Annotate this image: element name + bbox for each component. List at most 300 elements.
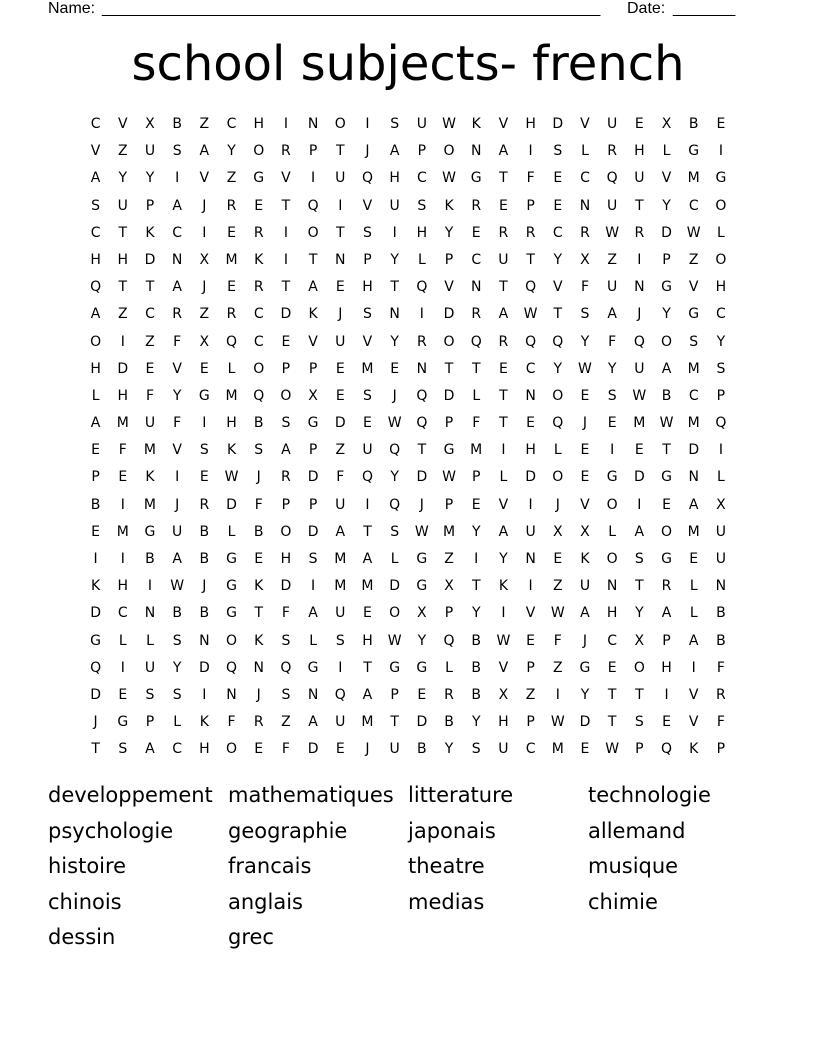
grid-letter: W xyxy=(550,714,565,731)
grid-letter: L xyxy=(309,632,317,649)
grid-letter: S xyxy=(145,686,155,703)
grid-letter: L xyxy=(553,442,562,459)
grid-letter: Q xyxy=(334,686,346,703)
grid-letter: G xyxy=(715,170,727,187)
grid-row xyxy=(82,630,736,657)
grid-letter: S xyxy=(363,224,372,241)
word-list-item: geographie xyxy=(228,818,348,843)
grid-letter: A xyxy=(498,523,509,540)
grid-letter: V xyxy=(172,360,182,377)
grid-letter: J xyxy=(93,714,98,731)
grid-letter: H xyxy=(226,415,237,432)
grid-letter: A xyxy=(281,442,291,459)
grid-letter: I xyxy=(175,469,180,486)
grid-row xyxy=(82,412,736,439)
grid-letter: Z xyxy=(199,116,210,132)
grid-letter: G xyxy=(198,387,210,404)
grid-letter: U xyxy=(607,197,618,214)
grid-letter: C xyxy=(716,306,726,323)
grid-letter: P xyxy=(363,251,372,268)
grid-letter: I xyxy=(637,496,642,513)
grid-letter: I xyxy=(311,170,316,187)
grid-letter: C xyxy=(580,170,590,187)
grid-letter: P xyxy=(281,360,291,377)
grid-letter: A xyxy=(90,306,101,323)
grid-letter: E xyxy=(662,496,671,513)
grid-letter: I xyxy=(392,224,397,241)
grid-letter: T xyxy=(499,415,508,432)
grid-letter: A xyxy=(90,170,101,187)
grid-letter: I xyxy=(283,224,288,241)
grid-letter: O xyxy=(253,143,265,160)
grid-letter: O xyxy=(715,251,727,268)
grid-letter: K xyxy=(91,578,101,595)
grid-letter: E xyxy=(335,741,345,758)
grid-letter: U xyxy=(172,523,183,540)
word-list-item: grec xyxy=(228,925,274,949)
grid-letter: P xyxy=(444,496,454,513)
grid-row xyxy=(82,276,736,303)
grid-letter: S xyxy=(199,442,209,459)
grid-letter: S xyxy=(335,632,345,649)
grid-letter: I xyxy=(202,686,207,703)
grid-letter: G xyxy=(226,551,237,567)
grid-letter: H xyxy=(498,714,509,731)
grid-letter: Z xyxy=(117,143,128,160)
grid-letter: D xyxy=(117,360,129,377)
grid-row xyxy=(82,575,736,602)
grid-letter: E xyxy=(91,523,101,540)
grid-letter: U xyxy=(144,415,156,432)
grid-letter: T xyxy=(471,578,481,595)
grid-letter: T xyxy=(635,686,644,703)
grid-letter: G xyxy=(416,551,428,567)
grid-letter: I xyxy=(120,659,125,676)
grid-letter: J xyxy=(582,415,588,432)
grid-letter: N xyxy=(715,578,727,595)
grid-letter: Q xyxy=(661,741,673,758)
grid-letter: I xyxy=(528,143,533,160)
grid-letter: U xyxy=(144,143,156,160)
grid-letter: P xyxy=(662,251,671,268)
grid-letter: R xyxy=(661,578,672,595)
grid-letter: Y xyxy=(227,143,236,160)
grid-letter: L xyxy=(390,551,399,567)
grid-letter: E xyxy=(498,197,508,214)
grid-letter: E xyxy=(145,360,155,377)
grid-letter: D xyxy=(416,469,428,486)
grid-letter: P xyxy=(526,197,535,214)
grid-letter: E xyxy=(118,686,128,703)
grid-letter: Y xyxy=(444,224,454,241)
grid-letter: J xyxy=(419,496,424,513)
grid-letter: T xyxy=(336,224,345,241)
grid-letter: U xyxy=(607,279,618,296)
grid-letter: Y xyxy=(499,551,508,567)
grid-letter: P xyxy=(308,496,318,513)
grid-letter: Y xyxy=(662,306,671,323)
grid-letter: Q xyxy=(552,415,564,432)
grid-letter: W xyxy=(578,360,592,377)
grid-letter: O xyxy=(226,741,238,758)
grid-letter: E xyxy=(580,741,590,758)
grid-letter: N xyxy=(253,659,264,676)
grid-row xyxy=(82,249,736,276)
grid-letter: N xyxy=(525,551,536,567)
grid-letter: A xyxy=(172,279,182,296)
word-list-row xyxy=(48,779,768,815)
grid-letter: E xyxy=(580,442,590,459)
grid-letter: Q xyxy=(361,469,373,486)
word-list-row xyxy=(48,850,768,886)
grid-letter: S xyxy=(471,741,481,758)
grid-letter: A xyxy=(498,143,509,160)
grid-letter: E xyxy=(390,360,400,377)
grid-letter: I xyxy=(338,197,343,214)
grid-letter: V xyxy=(281,170,291,187)
grid-letter: L xyxy=(118,632,127,649)
grid-letter: W xyxy=(387,415,402,432)
grid-letter: L xyxy=(417,251,426,268)
grid-letter: N xyxy=(144,605,156,622)
grid-letter: S xyxy=(281,415,291,432)
grid-letter: Q xyxy=(280,659,292,676)
grid-letter: C xyxy=(416,170,427,187)
grid-letter: O xyxy=(307,224,319,241)
grid-letter: V xyxy=(580,116,590,132)
grid-letter: V xyxy=(552,279,563,296)
grid-letter: D xyxy=(552,116,564,132)
grid-letter: R xyxy=(471,306,482,323)
grid-letter: N xyxy=(307,116,319,132)
grid-letter: J xyxy=(202,578,207,595)
grid-letter: S xyxy=(580,306,590,323)
grid-letter: Y xyxy=(553,251,563,268)
grid-row xyxy=(82,466,736,493)
grid-letter: Y xyxy=(607,360,617,377)
grid-letter: B xyxy=(417,741,427,758)
grid-letter: T xyxy=(499,387,508,404)
grid-letter: A xyxy=(688,496,699,513)
grid-letter: V xyxy=(498,116,509,132)
grid-letter: A xyxy=(308,605,318,622)
grid-row xyxy=(82,439,736,466)
grid-letter: C xyxy=(90,116,101,132)
grid-letter: P xyxy=(526,659,535,676)
grid-letter: X xyxy=(580,523,590,540)
grid-letter: J xyxy=(582,632,588,649)
grid-letter: Z xyxy=(552,659,563,676)
grid-letter: M xyxy=(687,170,700,187)
grid-letter: I xyxy=(365,116,370,132)
grid-letter: L xyxy=(173,714,182,731)
grid-letter: T xyxy=(363,659,372,676)
grid-letter: I xyxy=(120,551,125,567)
grid-letter: Q xyxy=(307,197,319,214)
grid-letter: T xyxy=(390,279,399,296)
grid-letter: K xyxy=(580,551,590,567)
grid-letter: S xyxy=(634,714,644,731)
grid-letter: D xyxy=(90,686,101,703)
grid-letter: Z xyxy=(281,714,291,731)
word-list-row xyxy=(48,815,768,851)
grid-letter: T xyxy=(254,605,263,622)
grid-letter: I xyxy=(610,442,615,459)
grid-letter: O xyxy=(606,551,618,567)
grid-letter: W xyxy=(632,387,647,404)
grid-letter: E xyxy=(607,659,617,676)
word-list-item: histoire xyxy=(48,854,127,878)
grid-letter: A xyxy=(172,197,182,214)
grid-letter: P xyxy=(308,360,318,377)
grid-letter: R xyxy=(580,224,590,241)
grid-letter: P xyxy=(471,469,481,486)
grid-letter: I xyxy=(283,251,288,268)
grid-letter: Q xyxy=(443,632,455,649)
grid-letter: H xyxy=(389,170,400,187)
grid-letter: E xyxy=(227,279,236,296)
grid-letter: I xyxy=(501,605,506,622)
grid-letter: X xyxy=(716,496,726,513)
word-list-item: developpement xyxy=(48,783,213,807)
grid-letter: Y xyxy=(172,387,182,404)
grid-letter: T xyxy=(118,279,128,296)
grid-letter: A xyxy=(308,279,318,296)
grid-letter: I xyxy=(555,686,560,703)
grid-letter: G xyxy=(253,170,265,187)
word-list-row xyxy=(48,886,768,922)
grid-letter: H xyxy=(525,116,536,132)
grid-letter: I xyxy=(93,551,98,567)
grid-letter: T xyxy=(281,279,291,296)
grid-letter: V xyxy=(199,170,210,187)
grid-row xyxy=(82,602,736,629)
grid-letter: N xyxy=(525,387,536,404)
grid-letter: U xyxy=(498,251,509,268)
grid-letter: Q xyxy=(416,415,428,432)
grid-letter: I xyxy=(311,578,316,595)
grid-letter: D xyxy=(688,442,700,459)
grid-letter: O xyxy=(280,387,292,404)
grid-letter: A xyxy=(362,686,373,703)
grid-letter: L xyxy=(91,387,100,404)
grid-letter: Q xyxy=(226,659,238,676)
grid-letter: Z xyxy=(226,170,237,187)
grid-letter: J xyxy=(392,387,397,404)
grid-letter: N xyxy=(634,279,645,296)
grid-letter: B xyxy=(199,523,210,540)
grid-letter: S xyxy=(172,143,182,160)
grid-letter: Q xyxy=(525,333,537,350)
grid-letter: X xyxy=(417,605,427,622)
grid-letter: L xyxy=(227,523,236,540)
grid-letter: D xyxy=(525,469,536,486)
grid-letter: M xyxy=(225,387,238,404)
grid-letter: Y xyxy=(444,741,454,758)
grid-letter: V xyxy=(172,442,182,459)
grid-letter: A xyxy=(90,415,101,432)
grid-letter: O xyxy=(226,632,238,649)
grid-letter: V xyxy=(90,143,101,160)
grid-letter: T xyxy=(417,442,427,459)
grid-letter: I xyxy=(664,686,669,703)
grid-letter: H xyxy=(117,387,129,404)
grid-letter: B xyxy=(145,551,155,567)
grid-letter: J xyxy=(202,197,207,214)
grid-letter: Q xyxy=(253,387,265,404)
grid-row xyxy=(82,684,736,711)
grid-letter: I xyxy=(528,496,533,513)
grid-letter: M xyxy=(633,415,646,432)
grid-letter: D xyxy=(226,496,237,513)
grid-letter: Q xyxy=(90,279,102,296)
grid-letter: R xyxy=(253,279,264,296)
grid-letter: U xyxy=(579,578,591,595)
grid-letter: F xyxy=(281,605,290,622)
grid-row xyxy=(82,331,736,358)
grid-letter: X xyxy=(580,251,590,268)
grid-letter: P xyxy=(91,469,100,486)
grid-letter: T xyxy=(281,197,291,214)
grid-letter: R xyxy=(281,143,291,160)
grid-letter: T xyxy=(390,714,399,731)
grid-letter: R xyxy=(199,496,210,513)
grid-letter: D xyxy=(144,251,156,268)
grid-row xyxy=(82,548,736,575)
grid-letter: E xyxy=(553,170,563,187)
grid-letter: Y xyxy=(390,333,399,350)
grid-letter: O xyxy=(334,116,346,132)
grid-letter: F xyxy=(608,333,617,350)
grid-letter: U xyxy=(525,523,536,540)
grid-row xyxy=(82,167,736,194)
grid-row xyxy=(82,494,736,521)
grid-letter: F xyxy=(716,714,725,731)
grid-letter: X xyxy=(199,333,210,350)
grid-letter: U xyxy=(335,605,346,622)
grid-letter: H xyxy=(661,659,672,676)
grid-letter: C xyxy=(688,387,699,404)
grid-letter: R xyxy=(498,333,509,350)
word-list-item: francais xyxy=(228,854,312,878)
grid-letter: V xyxy=(688,279,699,296)
grid-letter: G xyxy=(661,469,672,486)
grid-letter: P xyxy=(145,714,155,731)
grid-row xyxy=(82,113,736,140)
grid-letter: I xyxy=(202,224,207,241)
grid-letter: X xyxy=(444,578,454,595)
grid-letter: W xyxy=(442,170,456,187)
grid-letter: K xyxy=(254,632,264,649)
grid-letter: L xyxy=(499,469,508,486)
grid-letter: A xyxy=(335,523,346,540)
grid-letter: Q xyxy=(389,496,401,513)
grid-letter: G xyxy=(416,659,428,676)
grid-letter: O xyxy=(552,469,564,486)
grid-row xyxy=(82,657,736,684)
grid-letter: H xyxy=(253,116,264,132)
grid-letter: H xyxy=(90,360,101,377)
grid-letter: Y xyxy=(580,686,590,703)
grid-letter: U xyxy=(634,170,645,187)
grid-letter: I xyxy=(120,496,125,513)
grid-letter: S xyxy=(281,632,291,649)
grid-letter: P xyxy=(308,442,318,459)
grid-letter: F xyxy=(716,659,725,676)
grid-letter: Q xyxy=(416,279,428,296)
grid-letter: C xyxy=(688,197,699,214)
word-list xyxy=(48,779,768,957)
grid-letter: D xyxy=(307,469,319,486)
grid-letter: H xyxy=(715,279,727,296)
grid-letter: S xyxy=(281,686,291,703)
grid-letter: K xyxy=(444,197,454,214)
grid-letter: A xyxy=(389,143,400,160)
name-blank-line: ________________________________________________________ xyxy=(102,0,601,17)
grid-letter: Q xyxy=(633,333,645,350)
grid-letter: R xyxy=(471,197,482,214)
grid-letter: D xyxy=(280,306,292,323)
grid-letter: R xyxy=(634,224,645,241)
grid-letter: U xyxy=(389,741,400,758)
grid-letter: U xyxy=(335,170,346,187)
grid-letter: G xyxy=(688,306,700,323)
grid-letter: W xyxy=(523,306,538,323)
grid-letter: M xyxy=(687,415,700,432)
grid-letter: J xyxy=(637,306,642,323)
grid-letter: V xyxy=(688,686,699,703)
grid-letter: E xyxy=(526,415,536,432)
grid-letter: I xyxy=(474,551,479,567)
grid-letter: P xyxy=(390,686,399,703)
grid-letter: M xyxy=(361,578,374,595)
grid-row xyxy=(82,385,736,412)
grid-letter: L xyxy=(608,523,617,540)
grid-letter: S xyxy=(308,551,318,567)
grid-letter: I xyxy=(365,496,370,513)
grid-letter: S xyxy=(634,551,644,567)
grid-letter: S xyxy=(417,197,427,214)
grid-letter: T xyxy=(444,360,454,377)
grid-letter: I xyxy=(120,333,125,350)
grid-letter: Z xyxy=(607,251,617,268)
grid-letter: H xyxy=(416,224,428,241)
grid-letter: R xyxy=(172,306,183,323)
grid-letter: T xyxy=(145,279,155,296)
grid-letter: D xyxy=(334,415,346,432)
grid-letter: E xyxy=(689,551,699,567)
grid-letter: U xyxy=(144,659,156,676)
grid-letter: V xyxy=(444,279,454,296)
grid-letter: I xyxy=(637,251,642,268)
grid-letter: T xyxy=(607,686,617,703)
grid-letter: S xyxy=(607,387,617,404)
grid-letter: N xyxy=(389,306,400,323)
grid-letter: G xyxy=(307,659,319,676)
grid-letter: H xyxy=(362,279,373,296)
grid-letter: C xyxy=(253,306,264,323)
grid-letter: E xyxy=(227,224,236,241)
grid-letter: A xyxy=(199,143,210,160)
grid-letter: B xyxy=(199,551,210,567)
grid-letter: X xyxy=(145,116,155,132)
grid-letter: E xyxy=(580,469,590,486)
grid-letter: U xyxy=(335,496,346,513)
grid-letter: H xyxy=(634,143,645,160)
grid-letter: S xyxy=(363,387,372,404)
grid-letter: C xyxy=(117,605,128,622)
grid-letter: D xyxy=(280,578,292,595)
